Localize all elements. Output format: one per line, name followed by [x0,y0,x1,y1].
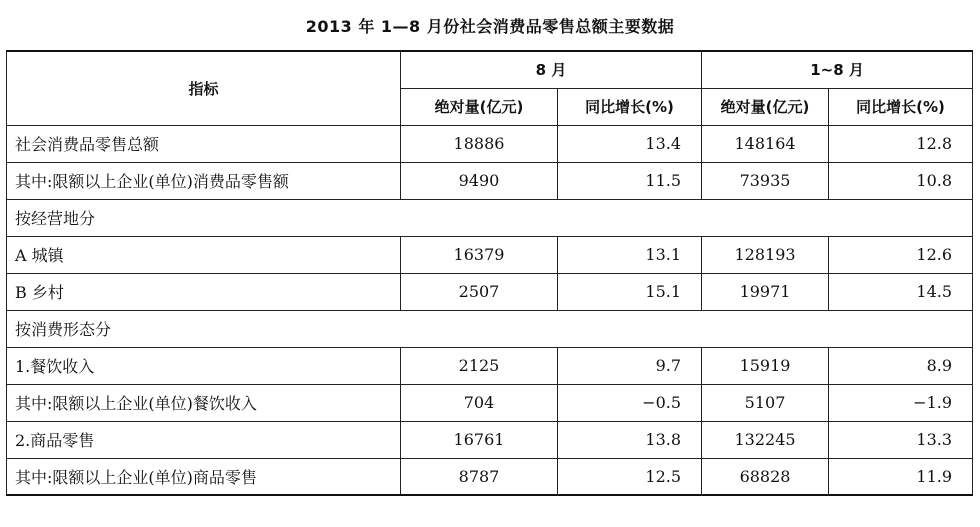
section-label: 按消费形态分 [7,310,973,347]
august-growth-cell: 11.5 [558,162,702,199]
table-row [7,125,973,162]
row-label: B 乡村 [7,273,401,310]
table-row [7,458,973,495]
row-label: 社会消费品零售总额 [7,125,401,162]
august-absolute-cell: 8787 [401,458,558,495]
row-label: 其中:限额以上企业(单位)消费品零售额 [7,162,401,199]
table-row [7,421,973,458]
august-growth-cell: −0.5 [558,384,702,421]
subheader-absolute-jan-aug: 绝对量(亿元) [702,88,829,125]
table-title: 2013 年 1—8 月份社会消费品零售总额主要数据 [305,17,675,36]
row-label: A 城镇 [7,236,401,273]
august-absolute-cell: 2125 [401,347,558,384]
header-row-periods [7,51,973,88]
jan-aug-growth-cell: −1.9 [829,384,973,421]
jan-aug-absolute-cell: 128193 [702,236,829,273]
jan-aug-absolute-cell: 132245 [702,421,829,458]
august-growth-cell: 13.4 [558,125,702,162]
august-growth-cell: 13.1 [558,236,702,273]
jan-aug-growth-cell: 8.9 [829,347,973,384]
table-row [7,347,973,384]
subheader-absolute-august: 绝对量(亿元) [401,88,558,125]
august-absolute-cell: 16761 [401,421,558,458]
table-body [7,125,973,495]
indicator-header: 指标 [7,51,401,125]
table-row [7,384,973,421]
august-growth-cell: 9.7 [558,347,702,384]
jan-aug-growth-cell: 12.8 [829,125,973,162]
jan-aug-growth-cell: 11.9 [829,458,973,495]
row-label: 其中:限额以上企业(单位)餐饮收入 [7,384,401,421]
row-label: 1.餐饮收入 [7,347,401,384]
jan-aug-absolute-cell: 73935 [702,162,829,199]
jan-aug-absolute-cell: 19971 [702,273,829,310]
row-label: 2.商品零售 [7,421,401,458]
august-growth-cell: 15.1 [558,273,702,310]
jan-aug-growth-cell: 10.8 [829,162,973,199]
section-label: 按经营地分 [7,199,973,236]
jan-aug-absolute-cell: 148164 [702,125,829,162]
subheader-growth-august: 同比增长(%) [558,88,702,125]
august-absolute-cell: 9490 [401,162,558,199]
jan-aug-growth-cell: 12.6 [829,236,973,273]
august-absolute-cell: 2507 [401,273,558,310]
jan-aug-absolute-cell: 5107 [702,384,829,421]
section-row [7,199,973,236]
period-header-august: 8 月 [401,51,702,88]
retail-sales-table [6,50,973,496]
jan-aug-absolute-cell: 68828 [702,458,829,495]
subheader-growth-jan-aug: 同比增长(%) [829,88,973,125]
august-absolute-cell: 18886 [401,125,558,162]
row-label: 其中:限额以上企业(单位)商品零售 [7,458,401,495]
august-absolute-cell: 16379 [401,236,558,273]
section-row [7,310,973,347]
jan-aug-growth-cell: 13.3 [829,421,973,458]
august-absolute-cell: 704 [401,384,558,421]
table-row [7,273,973,310]
table-row [7,162,973,199]
period-header-jan-aug: 1~8 月 [702,51,973,88]
august-growth-cell: 12.5 [558,458,702,495]
jan-aug-growth-cell: 14.5 [829,273,973,310]
jan-aug-absolute-cell: 15919 [702,347,829,384]
table-row [7,236,973,273]
august-growth-cell: 13.8 [558,421,702,458]
